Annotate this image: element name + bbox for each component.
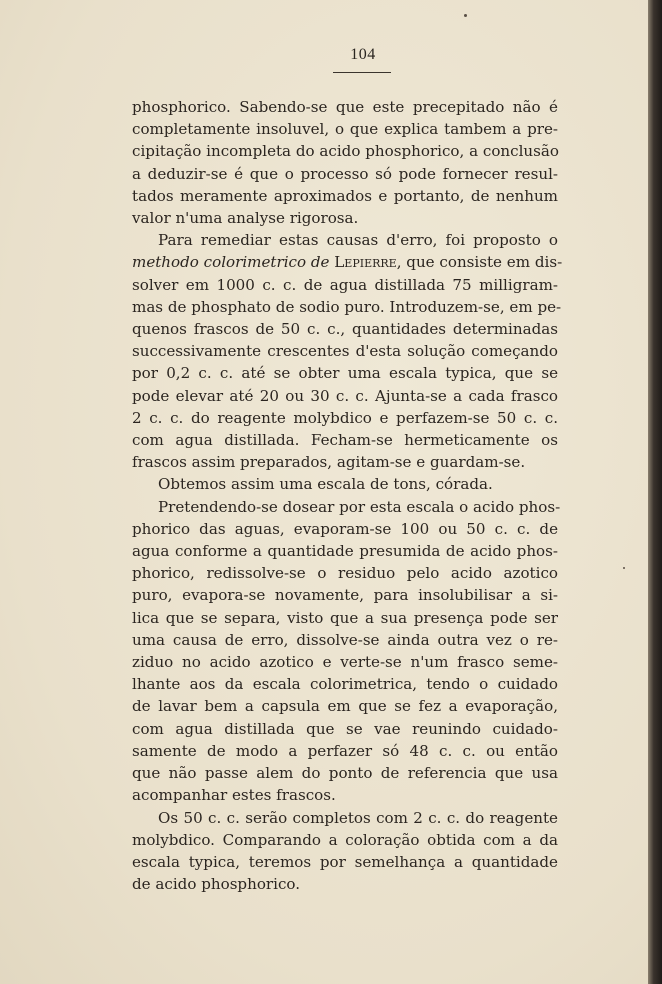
text-line: molybdico. Comparando a coloração obtida com a da — [132, 830, 558, 849]
text-line: Obtemos assim uma escala de tons, córada. — [158, 475, 493, 494]
text-line: samente de modo a perfazer só 48 c. c. ou então — [132, 741, 558, 760]
text-line: agua conforme a quantidade presumida de acido phos- — [132, 542, 558, 561]
paper-speck — [623, 567, 625, 569]
paragraph-3 — [132, 473, 558, 495]
header-rule — [333, 72, 391, 73]
text-line: de acido phosphorico. — [132, 875, 301, 894]
paragraph-1 — [132, 96, 558, 229]
text-line: de lavar bem a capsula em que se fez a evaporação, — [132, 697, 558, 716]
text-line: escala typica, teremos por semelhança a quantidade — [132, 852, 558, 871]
text-line: solver em 1000 c. c. de agua distillada 75 milligram- — [132, 275, 558, 294]
text-line: com agua distillada. Fecham-se hermeticamente os — [132, 431, 558, 450]
text-fragment: , que consiste em dis- — [396, 253, 563, 272]
text-line: Para remediar estas causas d'erro, foi proposto o — [158, 231, 558, 250]
book-spine-shadow — [648, 0, 662, 984]
text-line: ziduo no acido azotico e verte-se n'um frasco seme- — [132, 653, 558, 672]
text-line: puro, evapora-se novamente, para insolubilisar a si- — [132, 586, 558, 605]
body-text — [132, 96, 563, 895]
text-line: phorico das aguas, evaporam-se 100 ou 50 c. c. de — [132, 519, 558, 538]
text-line: tados meramente aproximados e portanto, de nenhum — [132, 186, 558, 205]
text-line: valor n'uma analyse rigorosa. — [132, 209, 359, 228]
text-line: successivamente crescentes d'esta solução começando — [132, 342, 558, 361]
text-line: Os 50 c. c. serão completos com 2 c. c. do reagente — [158, 808, 558, 827]
text-line: Pretendendo-se dosear por esta escala o acido phos- — [158, 497, 561, 516]
text-line: acompanhar estes frascos. — [132, 786, 336, 805]
text-line: lhante aos da escala colorimetrica, tendo o cuidado — [132, 675, 558, 694]
text-line: phorico, redissolve-se o residuo pelo acido azotico — [132, 564, 558, 583]
paper-speck — [464, 14, 467, 17]
page-number: 104 — [350, 46, 376, 63]
text-line: mas de phosphato de sodio puro. Introduzem-se, em pe- — [132, 297, 562, 316]
text-line: por 0,2 c. c. até se obter uma escala typica, que se — [132, 364, 558, 383]
text-line: frascos assim preparados, agitam-se e guardam-se. — [132, 453, 526, 472]
text-line-mixed — [132, 251, 563, 273]
text-line: com agua distillada que se vae reunindo cuidado- — [132, 719, 558, 738]
text-line: lica que se separa, visto que a sua presença pode ser — [132, 608, 558, 627]
text-line: cipitação incompleta do acido phosphorico, a conclusão — [132, 142, 559, 161]
text-line: uma causa de erro, dissolve-se ainda outra vez o re- — [132, 630, 558, 649]
text-line: pode elevar até 20 ou 30 c. c. Ajunta-se a cada frasco — [132, 386, 558, 405]
paragraph-5 — [132, 807, 558, 896]
author-name: Lepierre — [334, 253, 397, 272]
text-line: que não passe alem do ponto de referencia que usa — [132, 764, 558, 783]
text-line: a deduzir-se é que o processo só pode fornecer resul- — [132, 164, 558, 183]
text-line: 2 c. c. do reagente molybdico e perfazem-se 50 c. c. — [132, 408, 558, 427]
italic-phrase: methodo colorimetrico de — [132, 253, 330, 272]
text-line: quenos frascos de 50 c. c., quantidades determinadas — [132, 320, 558, 339]
paragraph-4 — [132, 496, 561, 807]
text-line: phosphorico. Sabendo-se que este precepitado não é — [132, 98, 558, 116]
paragraph-2 — [132, 229, 563, 473]
text-line: completamente insoluvel, o que explica tambem a pre- — [132, 120, 558, 139]
